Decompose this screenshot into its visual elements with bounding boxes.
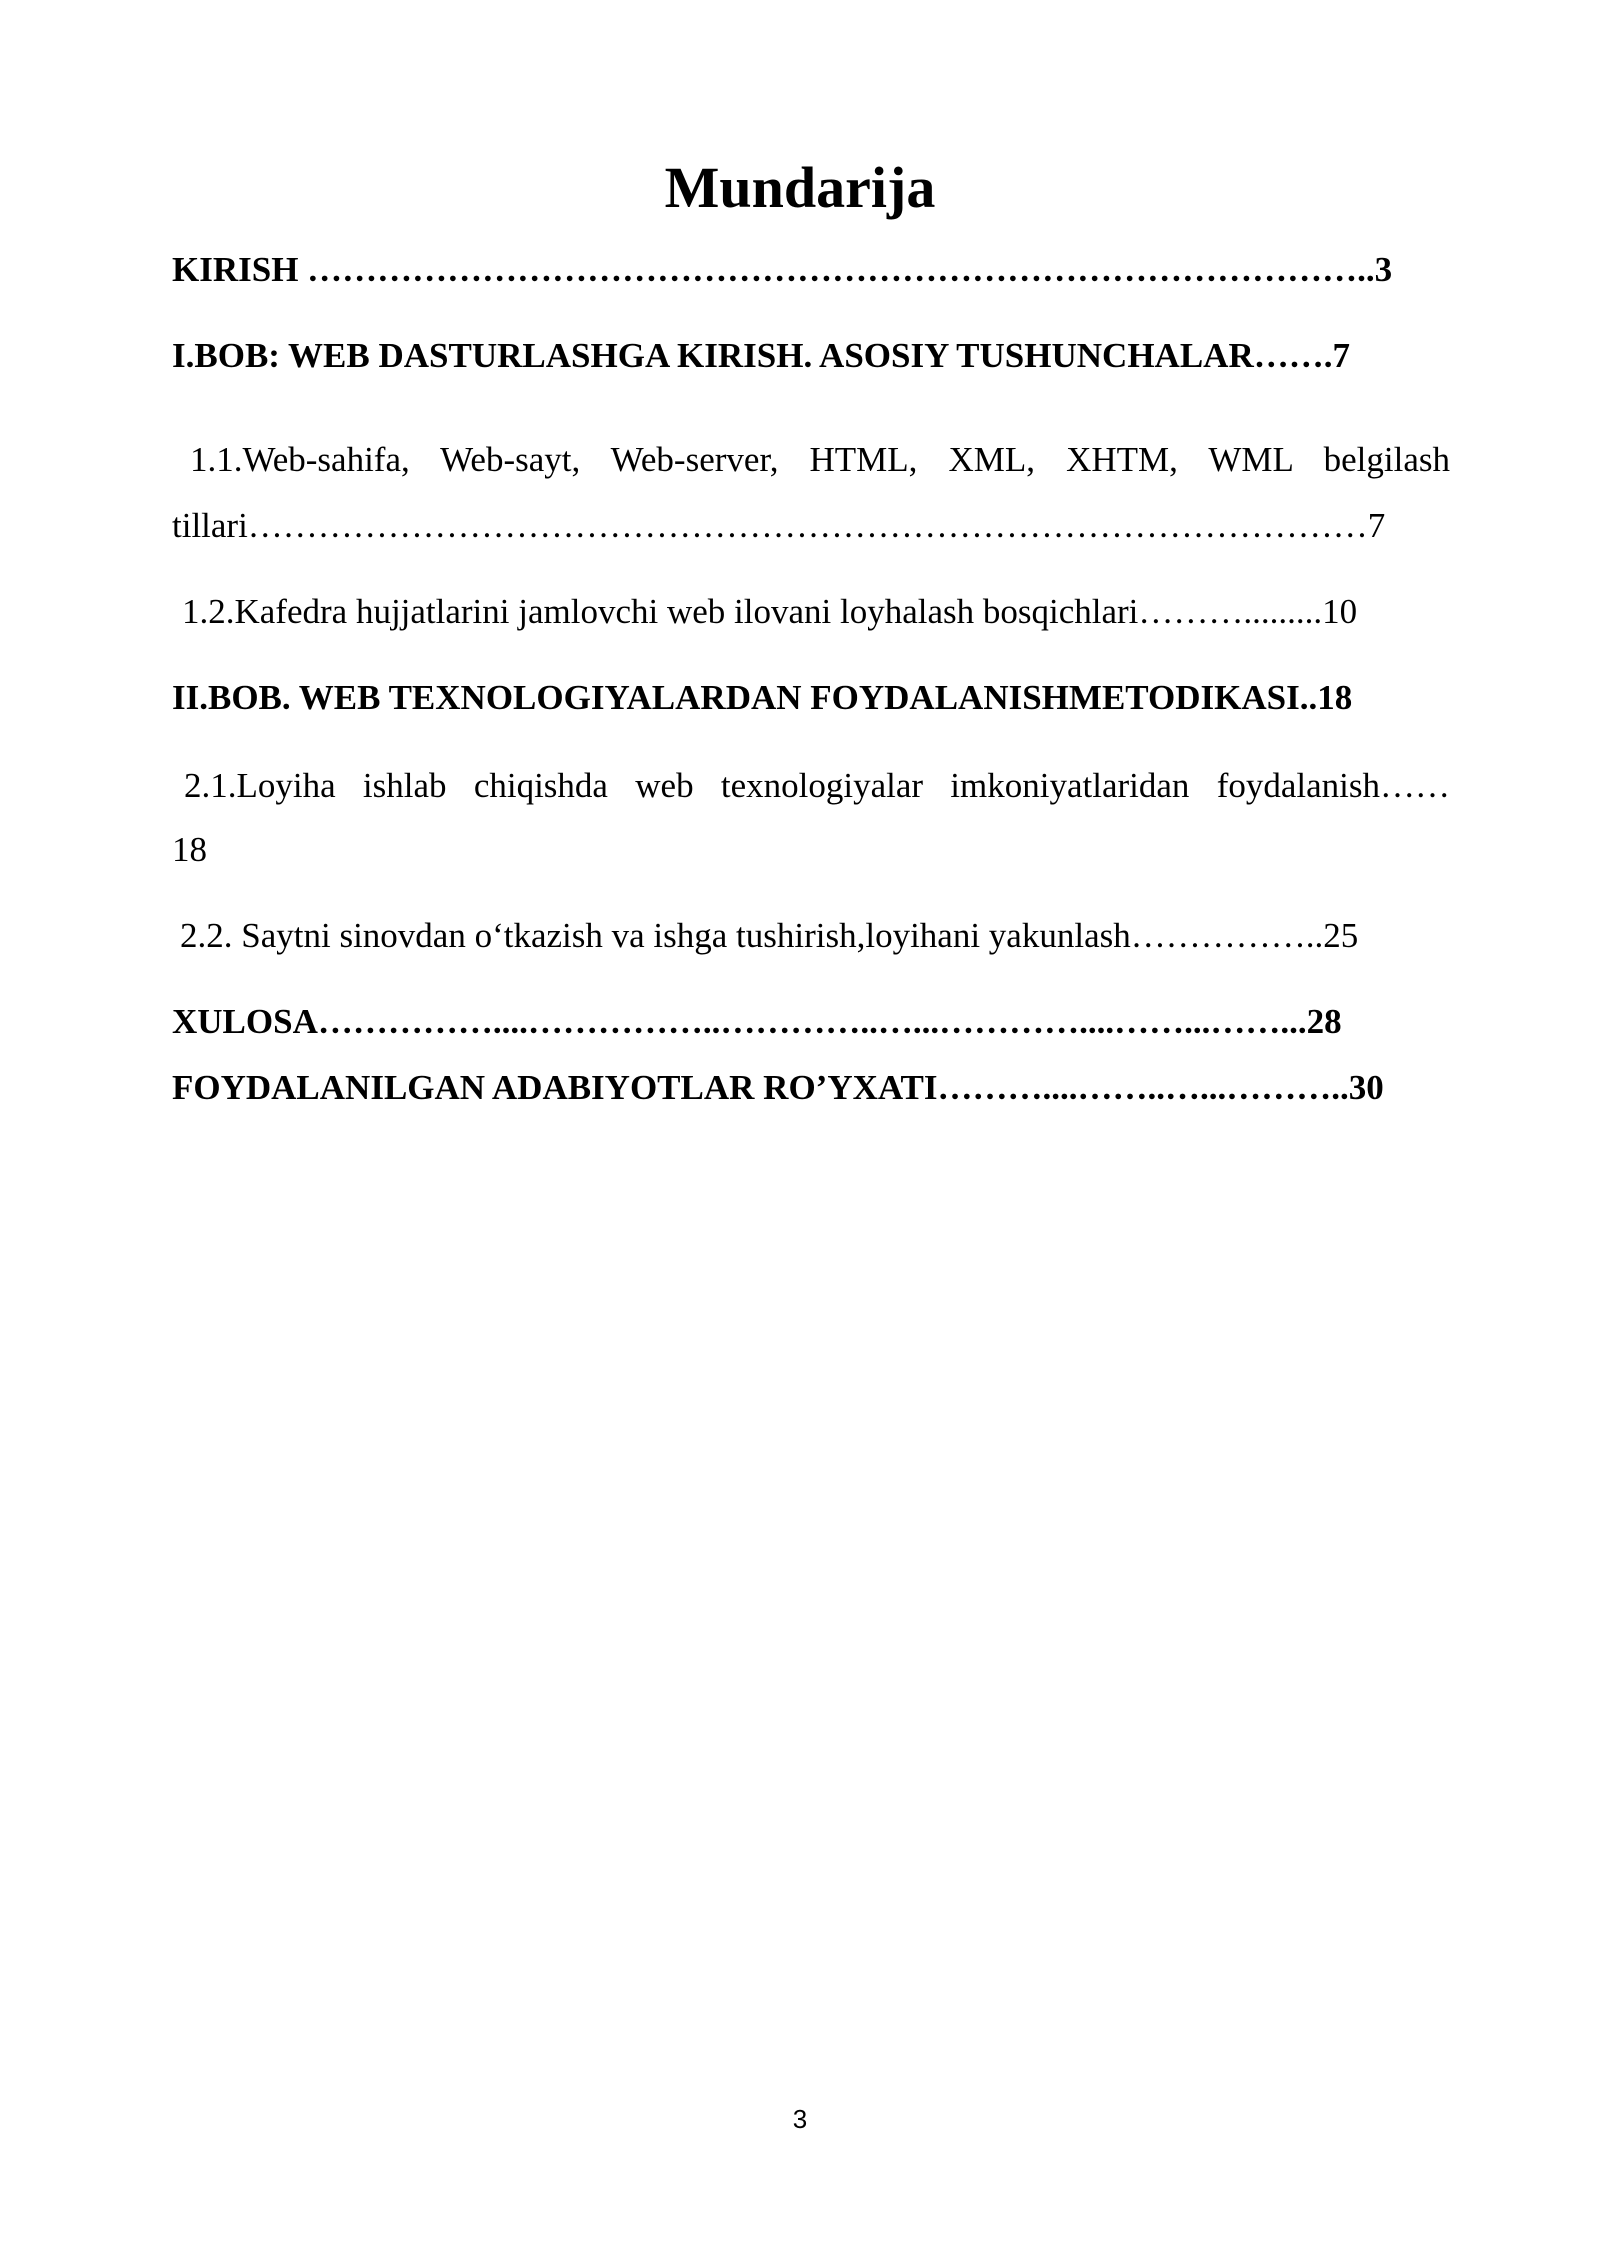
- page-title: Mundarija: [664, 155, 936, 220]
- page-number: 3: [792, 2104, 808, 2134]
- toc-entry-xulosa: XULOSA……………....……………..…………..…...…………....……...……...28: [172, 1002, 1342, 1041]
- toc-entry-section-2-1-line-1: 2.1.Loyiha ishlab chiqishda web texnologiyalar imkoniyatlaridan foydalanish……: [184, 766, 1450, 805]
- toc-entry-section-2-1-line-2: 18: [172, 830, 207, 869]
- toc-entry-section-1-1-line-1: 1.1.Web-sahifa, Web-sayt, Web-server, HTML, XML, XHTM, WML belgilash: [190, 440, 1450, 479]
- toc-entry-chapter-2: II.BOB. WEB TEXNOLOGIYALARDAN FOYDALANISHMETODIKASI..18: [172, 678, 1353, 717]
- toc-entry-references: FOYDALANILGAN ADABIYOTLAR RO’YXATI………....……..…...………..30: [172, 1068, 1384, 1107]
- toc-entry-chapter-1: I.BOB: WEB DASTURLASHGA KIRISH. ASOSIY TUSHUNCHALAR…….7: [172, 336, 1350, 375]
- toc-entry-section-2-2: 2.2. Saytni sinovdan o‘tkazish va ishga tushirish,loyihani yakunlash……………..25: [180, 916, 1359, 955]
- toc-entry-section-1-1-line-2: tillari……………………………………………………………………………………7: [172, 506, 1386, 545]
- toc-entry-kirish: KIRISH ………………………………………………………………………………..3: [172, 250, 1393, 289]
- toc-entry-section-1-2: 1.2.Kafedra hujjatlarini jamlovchi web ilovani loyhalash bosqichlari……….........10: [182, 592, 1358, 631]
